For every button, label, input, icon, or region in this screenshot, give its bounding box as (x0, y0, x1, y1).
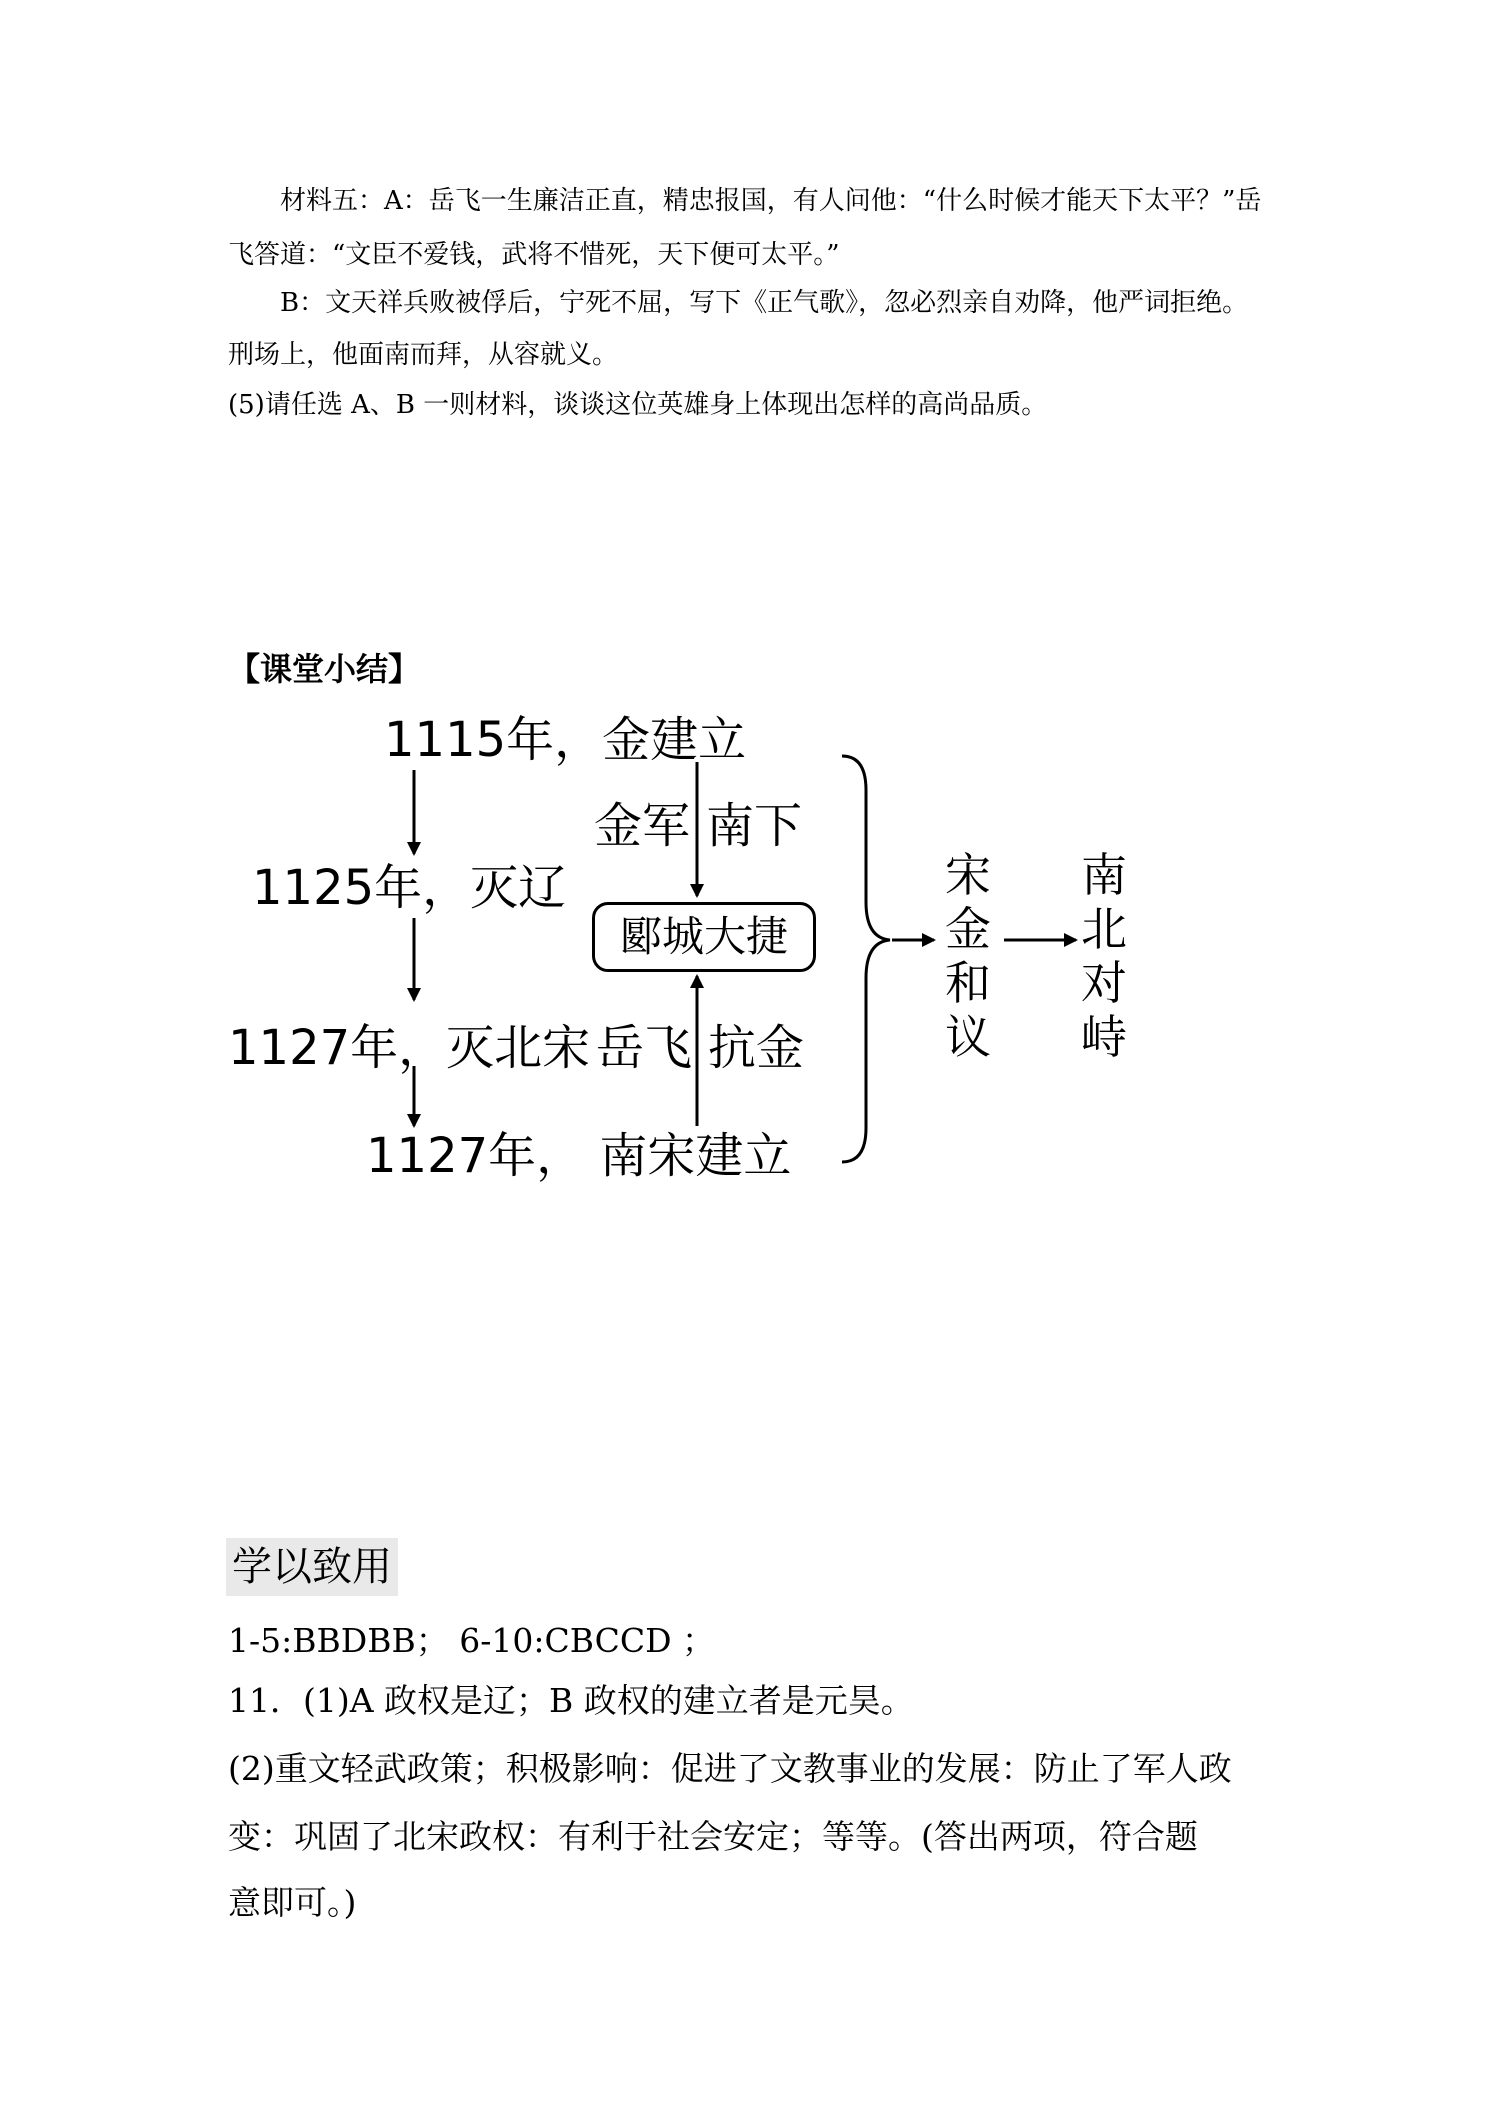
question-5: (5)请任选 A、B 一则材料，谈谈这位英雄身上体现出怎样的高尚品质。 (228, 390, 1048, 420)
material-line-2: 飞答道：“文臣不爱钱，武将不惜死，天下便可太平。” (228, 240, 840, 270)
section-title-apply: 学以致用 (226, 1538, 398, 1596)
text-yue-fei: 岳飞 (596, 1020, 693, 1076)
material-line-3: B：文天祥兵败被俘后，宁死不屈，写下《正气歌》，忽必烈亲自劝降，他严词拒绝。 (280, 288, 1249, 318)
text-southward: 南下 (706, 798, 803, 854)
answer-1-10: 1-5:BBDBB； 6-10:CBCCD ； (228, 1621, 716, 1660)
text-1115-jin-founded: 1115年，金建立 (384, 712, 747, 768)
text-1127-southern-song-founded: 1127年， 南宋建立 (366, 1128, 792, 1184)
vertical-song-jin-peace: 宋 金 和 议 (945, 848, 991, 1064)
answer-11-2-line-3: 意即可。) (228, 1883, 357, 1922)
text-resist-jin: 抗金 (708, 1020, 805, 1076)
material-line-4: 刑场上，他面南而拜，从容就义。 (228, 340, 619, 370)
brace (842, 756, 890, 1162)
text-1125-liao-destroyed: 1125年，灭辽 (252, 860, 567, 916)
vertical-north-south-confrontation: 南 北 对 峙 (1081, 848, 1127, 1064)
text-1127-northern-song-destroyed: 1127年，灭北宋 (228, 1020, 591, 1076)
summary-heading: 【课堂小结】 (228, 650, 421, 688)
text-jin-army: 金军 (594, 798, 691, 854)
answer-11-1: 11．(1)A 政权是辽；B 政权的建立者是元昊。 (228, 1681, 914, 1720)
answer-11-2-line-1: (2)重文轻武政策；积极影响：促进了文教事业的发展：防止了军人政 (228, 1749, 1232, 1788)
battle-box: 郾城大捷 (592, 902, 816, 972)
answer-11-2-line-2: 变：巩固了北宋政权：有利于社会安定；等等。(答出两项，符合题 (228, 1817, 1198, 1856)
material-line-1: 材料五：A：岳飞一生廉洁正直，精忠报国，有人问他：“什么时候才能天下太平？”岳 (280, 186, 1262, 216)
